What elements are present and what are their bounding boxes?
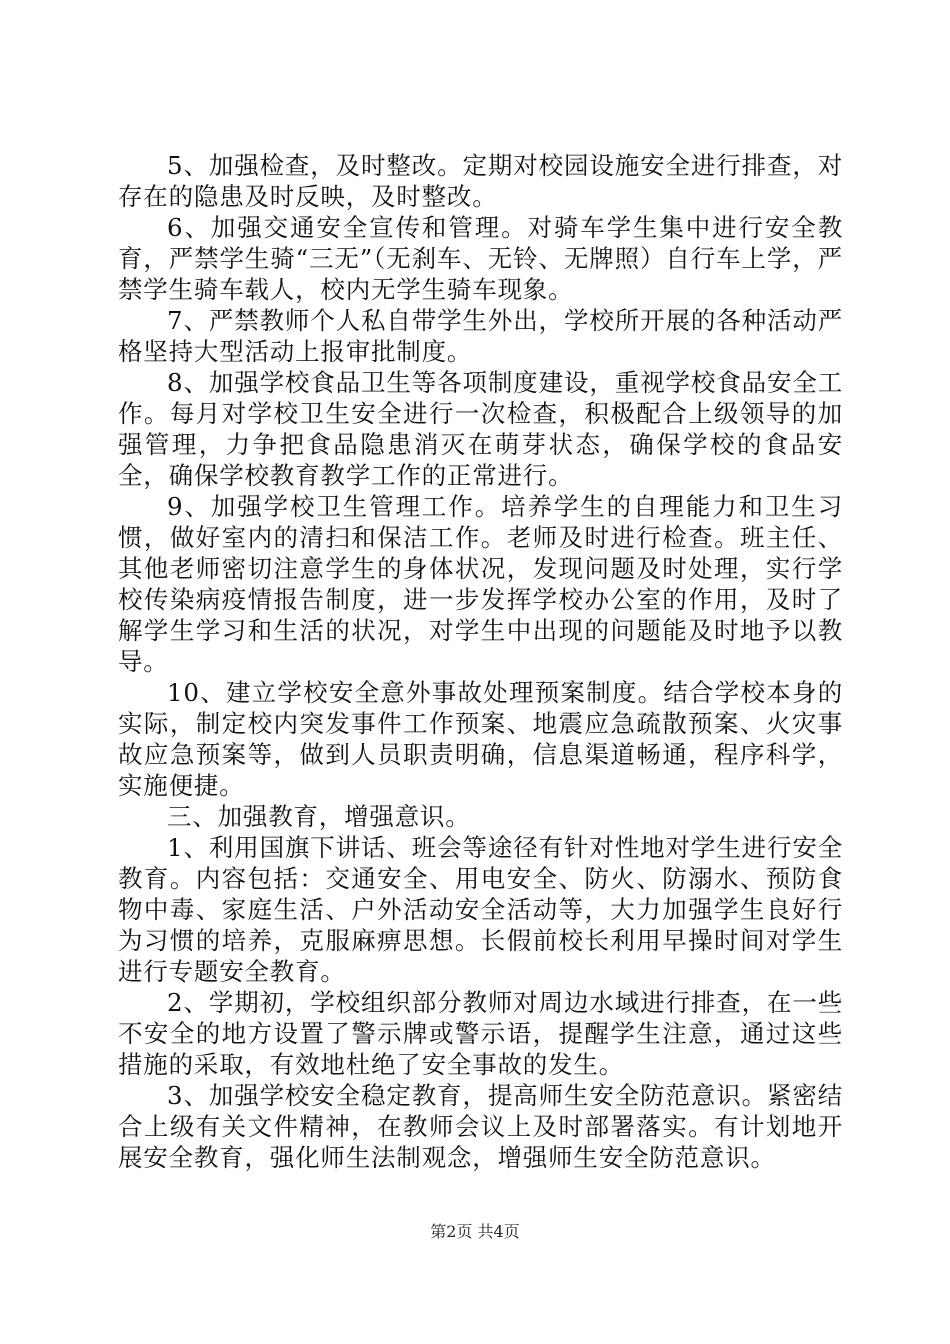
page-number-footer: 第2页 共4页 (430, 1222, 520, 1241)
section-heading: 三、加强教育，增强意识。 (167, 802, 471, 831)
paragraph-item-8: 8、加强学校食品卫生等各项制度建设，重视学校食品安全工作。每月对学校卫生安全进行一次检查，积极配合上级领导的加强管理，力争把食品隐患消灭在萌芽状态，确保学校的食品安全，确保学校教育教学工作的正常进行。 (118, 368, 843, 490)
paragraph-edu-2: 2、学期初，学校组织部分教师对周边水域进行排查，在一些不安全的地方设置了警示牌或警示语，提醒学生注意，通过这些措施的采取，有效地杜绝了安全事故的发生。 (118, 988, 843, 1079)
paragraph-edu-1: 1、利用国旗下讲话、班会等途径有针对性地对学生进行安全教育。内容包括：交通安全、用电安全、防火、防溺水、预防食物中毒、家庭生活、户外活动安全活动等，大力加强学生良好行为习惯的培养，克服麻痹思想。长假前校长利用早操时间对学生进行专题安全教育。 (118, 833, 843, 986)
paragraph-edu-3: 3、加强学校安全稳定教育，提高师生安全防范意识。紧密结合上级有关文件精神，在教师会议上及时部署落实。有计划地开展安全教育，强化师生法制观念，增强师生安全防范意识。 (118, 1081, 843, 1172)
paragraph-item-6: 6、加强交通安全宣传和管理。对骑车学生集中进行安全教育，严禁学生骑“三无”（无刹车、无铃、无牌照）自行车上学，严禁学生骑车载人，校内无学生骑车现象。 (118, 213, 843, 304)
paragraph-item-7: 7、严禁教师个人私自带学生外出，学校所开展的各种活动严格坚持大型活动上报审批制度。 (118, 306, 843, 366)
document-body (118, 150, 843, 1173)
paragraph-item-5: 5、加强检查，及时整改。定期对校园设施安全进行排查，对存在的隐患及时反映，及时整改。 (118, 151, 843, 211)
paragraph-item-9: 9、加强学校卫生管理工作。培养学生的自理能力和卫生习惯，做好室内的清扫和保洁工作。老师及时进行检查。班主任、其他老师密切注意学生的身体状况，发现问题及时处理，实行学校传染病疫情报告制度，进一步发挥学校办公室的作用，及时了解学生学习和生活的状况，对学生中出现的问题能及时地予以教导。 (118, 492, 843, 676)
paragraph-item-10: 10、建立学校安全意外事故处理预案制度。结合学校本身的实际，制定校内突发事件工作预案、地震应急疏散预案、火灾事故应急预案等，做到人员职责明确，信息渠道畅通，程序科学，实施便捷。 (118, 678, 843, 800)
